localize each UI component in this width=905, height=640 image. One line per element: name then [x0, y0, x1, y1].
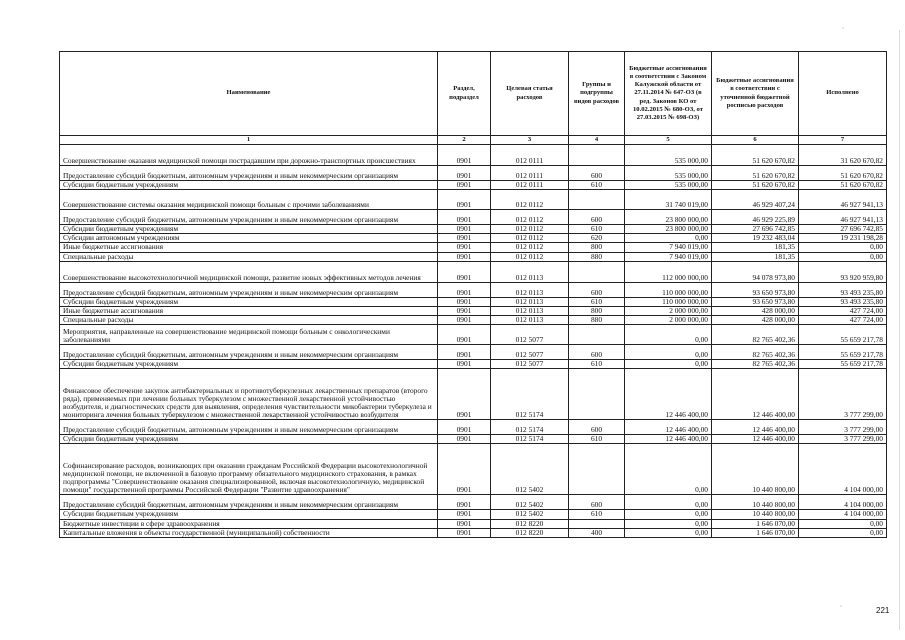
row-budget-allocation: 82 765 402,36: [712, 325, 799, 345]
row-executed: 55 659 217,78: [799, 325, 887, 345]
row-executed: 0,00: [799, 519, 887, 528]
row-executed: 3 777 299,00: [799, 435, 887, 444]
column-number: 3: [491, 136, 569, 145]
row-budget-allocation: 19 232 483,04: [712, 234, 799, 243]
row-group: 600: [569, 282, 625, 297]
row-group: 600: [569, 210, 625, 225]
row-name: Предоставление субсидий бюджетным, автономным учреждениям и иным некоммерческим организациям: [60, 345, 438, 360]
table-row: [60, 282, 887, 297]
row-executed: 51 620 670,82: [799, 166, 887, 181]
row-executed: 0,00: [799, 243, 887, 252]
table-row: [60, 166, 887, 181]
row-section: 0901: [438, 261, 491, 282]
row-article: 012 8220: [491, 519, 569, 528]
row-name: Субсидии бюджетным учреждениям: [60, 297, 438, 306]
row-group: 800: [569, 306, 625, 315]
header-name: Наименование: [60, 52, 438, 136]
row-group: [569, 190, 625, 210]
scan-mark: ˇ: [842, 28, 844, 34]
column-number: 6: [712, 136, 799, 145]
row-law-allocation: 0,00: [625, 345, 712, 360]
row-group: [569, 261, 625, 282]
table-row: [60, 190, 887, 210]
row-article: 012 5077: [491, 360, 569, 369]
row-group: [569, 444, 625, 495]
row-name: Субсидии автономным учреждениям: [60, 234, 438, 243]
row-executed: 427 724,00: [799, 306, 887, 315]
row-section: 0901: [438, 369, 491, 420]
row-section: 0901: [438, 252, 491, 261]
row-group: 600: [569, 420, 625, 435]
row-article: 012 0112: [491, 210, 569, 225]
row-section: 0901: [438, 297, 491, 306]
column-number-row: [60, 136, 887, 145]
table-row: [60, 444, 887, 495]
row-group: 620: [569, 234, 625, 243]
row-group: 600: [569, 345, 625, 360]
row-article: 012 8220: [491, 528, 569, 537]
table-row: [60, 225, 887, 234]
row-group: 600: [569, 166, 625, 181]
row-article: 012 0112: [491, 252, 569, 261]
row-executed: 427 724,00: [799, 315, 887, 324]
row-article: 012 0113: [491, 282, 569, 297]
header-section: Раздел, подраздел: [438, 52, 491, 136]
row-executed: 27 696 742,85: [799, 225, 887, 234]
row-executed: 3 777 299,00: [799, 369, 887, 420]
row-executed: 4 104 000,00: [799, 444, 887, 495]
table-row: [60, 420, 887, 435]
row-budget-allocation: 51 620 670,82: [712, 181, 799, 190]
row-name: Предоставление субсидий бюджетным, автономным учреждениям и иным некоммерческим организациям: [60, 166, 438, 181]
page-edge: [899, 30, 900, 630]
row-article: 012 0112: [491, 225, 569, 234]
row-law-allocation: 7 940 019,00: [625, 243, 712, 252]
row-law-allocation: 112 000 000,00: [625, 261, 712, 282]
column-number: 4: [569, 136, 625, 145]
page-number: 221: [876, 606, 890, 615]
table-row: [60, 234, 887, 243]
row-law-allocation: 12 446 400,00: [625, 435, 712, 444]
row-executed: 51 620 670,82: [799, 181, 887, 190]
row-law-allocation: 535 000,00: [625, 181, 712, 190]
row-law-allocation: 2 000 000,00: [625, 315, 712, 324]
row-law-allocation: 0,00: [625, 444, 712, 495]
row-name: Специальные расходы: [60, 252, 438, 261]
table-row: [60, 325, 887, 345]
row-budget-allocation: 10 440 800,00: [712, 510, 799, 519]
row-article: 012 0112: [491, 190, 569, 210]
row-section: 0901: [438, 325, 491, 345]
row-article: 012 0112: [491, 243, 569, 252]
row-group: [569, 145, 625, 166]
budget-table: [59, 51, 887, 538]
column-number: 7: [799, 136, 887, 145]
column-number: 1: [60, 136, 438, 145]
row-article: 012 5402: [491, 444, 569, 495]
row-name: Софинансирование расходов, возникающих при оказании гражданам Российской Федерации высокотехнологичной медицинской помощи, не включенной в базовую программу обязательного медицинского страхования, в рамках подпрограммы "Совершенствование оказания специализированной, включая высокотехнологичную, медицинской помощи" государственной программы Российской Федерации "Развитие здравоохранения": [60, 444, 438, 495]
row-name: Совершенствование оказания медицинской помощи пострадавшим при дорожно-транспортных происшествиях: [60, 145, 438, 166]
row-budget-allocation: 93 650 973,80: [712, 297, 799, 306]
row-group: 610: [569, 181, 625, 190]
row-executed: 93 493 235,80: [799, 297, 887, 306]
row-section: 0901: [438, 306, 491, 315]
row-article: 012 0111: [491, 181, 569, 190]
row-executed: 31 620 670,82: [799, 145, 887, 166]
table-row: [60, 210, 887, 225]
row-budget-allocation: 82 765 402,36: [712, 360, 799, 369]
row-budget-allocation: 428 000,00: [712, 315, 799, 324]
row-law-allocation: 535 000,00: [625, 145, 712, 166]
row-executed: 93 920 959,80: [799, 261, 887, 282]
table-row: [60, 297, 887, 306]
row-budget-allocation: 181,35: [712, 243, 799, 252]
row-section: 0901: [438, 181, 491, 190]
row-budget-allocation: 27 696 742,85: [712, 225, 799, 234]
row-group: 610: [569, 297, 625, 306]
row-section: 0901: [438, 444, 491, 495]
row-budget-allocation: 93 650 973,80: [712, 282, 799, 297]
row-group: 880: [569, 252, 625, 261]
table-row: [60, 369, 887, 420]
row-article: 012 5077: [491, 325, 569, 345]
row-article: 012 0113: [491, 306, 569, 315]
row-article: 012 0112: [491, 234, 569, 243]
row-name: Мероприятия, направленные на совершенствование медицинской помощи больным с онкологическими заболеваниями: [60, 325, 438, 345]
row-section: 0901: [438, 145, 491, 166]
row-budget-allocation: 82 765 402,36: [712, 345, 799, 360]
row-executed: 46 927 941,13: [799, 190, 887, 210]
row-article: 012 0113: [491, 261, 569, 282]
row-section: 0901: [438, 190, 491, 210]
row-law-allocation: 0,00: [625, 510, 712, 519]
row-executed: 19 231 198,28: [799, 234, 887, 243]
row-section: 0901: [438, 345, 491, 360]
row-section: 0901: [438, 528, 491, 537]
table-row: [60, 519, 887, 528]
row-name: Предоставление субсидий бюджетным, автономным учреждениям и иным некоммерческим организациям: [60, 210, 438, 225]
row-name: Специальные расходы: [60, 315, 438, 324]
row-budget-allocation: 12 446 400,00: [712, 420, 799, 435]
row-executed: 0,00: [799, 528, 887, 537]
row-executed: 55 659 217,78: [799, 360, 887, 369]
row-name: Капитальные вложения в объекты государственной (муниципальной) собственности: [60, 528, 438, 537]
row-budget-allocation: 10 440 800,00: [712, 495, 799, 510]
table-row: [60, 495, 887, 510]
table-row: [60, 261, 887, 282]
row-budget-allocation: 10 440 800,00: [712, 444, 799, 495]
table-row: [60, 510, 887, 519]
row-name: Иные бюджетные ассигнования: [60, 306, 438, 315]
header-law-allocations: Бюджетные ассигнования в соответствии с Законом Калужской области от 27.11.2014 № 647-ОЗ (в ред. Законов КО от 10.02.2015 № 680-ОЗ, от 27.03.2015 № 698-ОЗ): [625, 52, 712, 136]
row-group: 610: [569, 360, 625, 369]
row-executed: 0,00: [799, 252, 887, 261]
table-row: [60, 243, 887, 252]
row-law-allocation: 110 000 000,00: [625, 282, 712, 297]
row-name: Совершенствование высокотехнологичной медицинской помощи, развитие новых эффективных методов лечения: [60, 261, 438, 282]
row-law-allocation: 0,00: [625, 495, 712, 510]
row-article: 012 5402: [491, 495, 569, 510]
row-law-allocation: 2 000 000,00: [625, 306, 712, 315]
row-article: 012 5174: [491, 435, 569, 444]
row-section: 0901: [438, 315, 491, 324]
table-row: [60, 306, 887, 315]
row-executed: 46 927 941,13: [799, 210, 887, 225]
table-header-row: [60, 52, 887, 136]
column-number: 5: [625, 136, 712, 145]
row-section: 0901: [438, 243, 491, 252]
row-name: Предоставление субсидий бюджетным, автономным учреждениям и иным некоммерческим организациям: [60, 495, 438, 510]
row-budget-allocation: 51 620 670,82: [712, 166, 799, 181]
row-section: 0901: [438, 420, 491, 435]
row-section: 0901: [438, 435, 491, 444]
row-law-allocation: 7 940 019,00: [625, 252, 712, 261]
row-budget-allocation: 12 446 400,00: [712, 435, 799, 444]
row-group: [569, 369, 625, 420]
row-law-allocation: 110 000 000,00: [625, 297, 712, 306]
row-section: 0901: [438, 519, 491, 528]
row-section: 0901: [438, 166, 491, 181]
table-row: [60, 145, 887, 166]
row-law-allocation: 12 446 400,00: [625, 420, 712, 435]
table-row: [60, 435, 887, 444]
row-budget-allocation: 51 620 670,82: [712, 145, 799, 166]
row-law-allocation: 0,00: [625, 360, 712, 369]
table-row: [60, 252, 887, 261]
row-name: Субсидии бюджетным учреждениям: [60, 510, 438, 519]
row-name: Совершенствование системы оказания медицинской помощи больным с прочими заболеваниями: [60, 190, 438, 210]
row-article: 012 5402: [491, 510, 569, 519]
row-group: 610: [569, 225, 625, 234]
row-law-allocation: 12 446 400,00: [625, 369, 712, 420]
table-row: [60, 345, 887, 360]
row-group: 610: [569, 435, 625, 444]
row-law-allocation: 535 000,00: [625, 166, 712, 181]
row-law-allocation: 0,00: [625, 528, 712, 537]
row-section: 0901: [438, 360, 491, 369]
header-budget-allocations: Бюджетные ассигнования в соответствии с уточненной бюджетной росписью расходов: [712, 52, 799, 136]
row-budget-allocation: 428 000,00: [712, 306, 799, 315]
row-executed: 3 777 299,00: [799, 420, 887, 435]
row-group: 610: [569, 510, 625, 519]
row-group: [569, 519, 625, 528]
row-name: Субсидии бюджетным учреждениям: [60, 181, 438, 190]
row-executed: 4 104 000,00: [799, 495, 887, 510]
row-section: 0901: [438, 225, 491, 234]
column-number: 2: [438, 136, 491, 145]
table-row: [60, 528, 887, 537]
table-body: [60, 145, 887, 538]
row-executed: 93 493 235,80: [799, 282, 887, 297]
row-group: [569, 325, 625, 345]
row-section: 0901: [438, 234, 491, 243]
row-executed: 4 104 000,00: [799, 510, 887, 519]
row-executed: 55 659 217,78: [799, 345, 887, 360]
row-article: 012 0113: [491, 297, 569, 306]
row-article: 012 0111: [491, 166, 569, 181]
row-name: Предоставление субсидий бюджетным, автономным учреждениям и иным некоммерческим организациям: [60, 282, 438, 297]
scan-mark: ˇ: [840, 606, 842, 612]
row-budget-allocation: 12 446 400,00: [712, 369, 799, 420]
row-law-allocation: 23 800 000,00: [625, 210, 712, 225]
table-row: [60, 315, 887, 324]
row-law-allocation: 0,00: [625, 325, 712, 345]
row-name: Финансовое обеспечение закупок антибактериальных и противотуберкулезных лекарственных препаратов (второго ряда), применяемых при лечении больных туберкулезом с множественной лекарственной устойчивостью возбудителя, и диагностических средств для выявления, определения чувствительности микобактерии туберкулеза и мониторинга лечения больных туберкулезом с множественной лекарственной устойчивостью возбудителя: [60, 369, 438, 420]
row-law-allocation: 0,00: [625, 234, 712, 243]
row-law-allocation: 0,00: [625, 519, 712, 528]
row-budget-allocation: 1 646 070,00: [712, 519, 799, 528]
row-article: 012 5174: [491, 369, 569, 420]
row-group: 800: [569, 243, 625, 252]
table-row: [60, 181, 887, 190]
row-budget-allocation: 46 929 225,89: [712, 210, 799, 225]
row-budget-allocation: 1 646 070,00: [712, 528, 799, 537]
row-name: Бюджетные инвестиции в сфере здравоохранения: [60, 519, 438, 528]
row-article: 012 5077: [491, 345, 569, 360]
row-article: 012 0111: [491, 145, 569, 166]
row-law-allocation: 31 740 019,00: [625, 190, 712, 210]
row-group: 600: [569, 495, 625, 510]
row-article: 012 5174: [491, 420, 569, 435]
row-name: Субсидии бюджетным учреждениям: [60, 225, 438, 234]
row-budget-allocation: 46 929 407,24: [712, 190, 799, 210]
row-budget-allocation: 181,35: [712, 252, 799, 261]
header-executed: Исполнено: [799, 52, 887, 136]
row-name: Предоставление субсидий бюджетным, автономным учреждениям и иным некоммерческим организациям: [60, 420, 438, 435]
row-name: Иные бюджетные ассигнования: [60, 243, 438, 252]
row-name: Субсидии бюджетным учреждениям: [60, 360, 438, 369]
header-groups: Группы и подгруппы видов расходов: [569, 52, 625, 136]
row-law-allocation: 23 800 000,00: [625, 225, 712, 234]
row-budget-allocation: 94 078 973,80: [712, 261, 799, 282]
row-group: 400: [569, 528, 625, 537]
header-article: Целевая статья расходов: [491, 52, 569, 136]
row-section: 0901: [438, 210, 491, 225]
row-article: 012 0113: [491, 315, 569, 324]
table-row: [60, 360, 887, 369]
row-section: 0901: [438, 495, 491, 510]
row-section: 0901: [438, 510, 491, 519]
row-group: 880: [569, 315, 625, 324]
row-section: 0901: [438, 282, 491, 297]
row-name: Субсидии бюджетным учреждениям: [60, 435, 438, 444]
